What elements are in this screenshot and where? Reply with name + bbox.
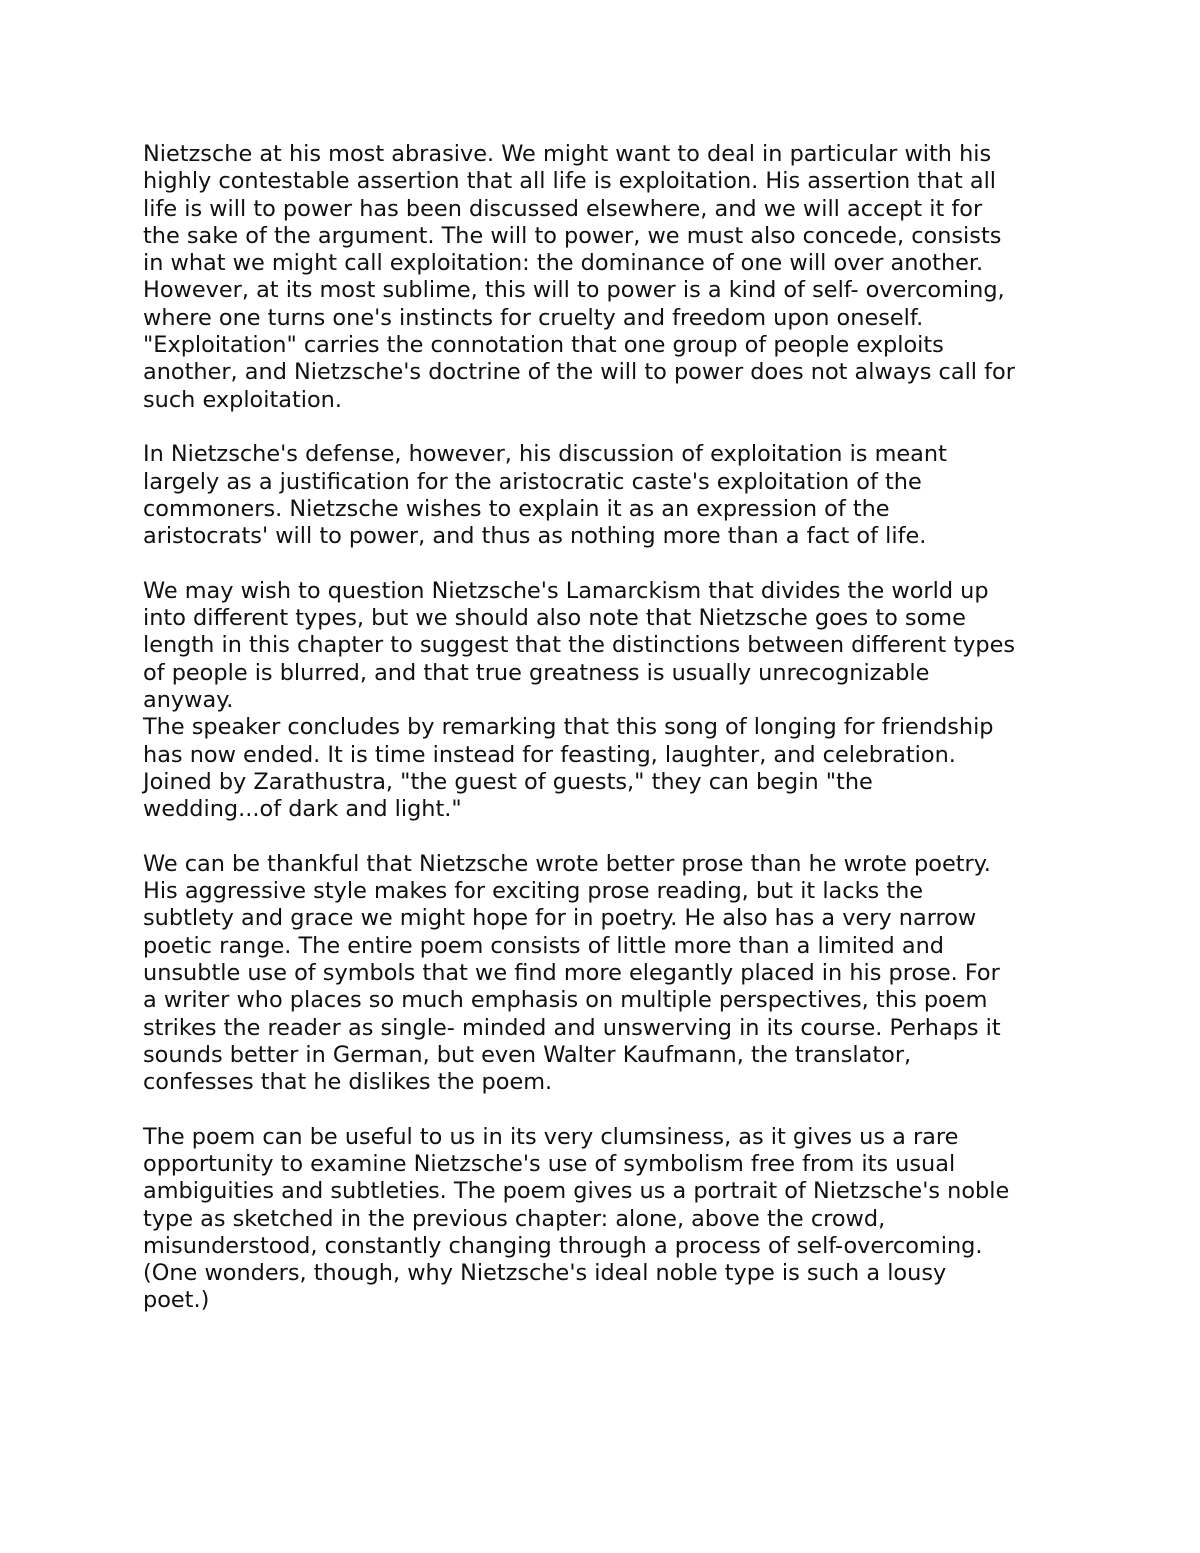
text-line: Joined by Zarathustra, "the guest of guests," they can begin "the: [143, 768, 873, 795]
paragraph-1: [143, 141, 1073, 414]
text-line: sounds better in German, but even Walter Kaufmann, the translator,: [143, 1041, 912, 1068]
text-line: life is will to power has been discussed elsewhere, and we will accept it for: [143, 195, 983, 222]
paragraph-gap: [143, 550, 1073, 577]
text-line: commoners. Nietzsche wishes to explain it as an expression of the: [143, 495, 890, 522]
text-line: anyway.: [143, 686, 234, 713]
text-line: We can be thankful that Nietzsche wrote better prose than he wrote poetry.: [143, 850, 991, 877]
paragraph-4: [143, 851, 1073, 1097]
text-line: The speaker concludes by remarking that this song of longing for friendship: [143, 714, 994, 741]
text-line: subtlety and grace we might hope for in poetry. He also has a very narrow: [143, 905, 977, 932]
text-line: In Nietzsche's defense, however, his discussion of exploitation is meant: [143, 441, 947, 468]
text-line: strikes the reader as single- minded and unswerving in its course. Perhaps it: [143, 1014, 1001, 1041]
paragraph-3: [143, 578, 1073, 824]
paragraph-2: [143, 441, 1073, 550]
text-line: "Exploitation" carries the connotation that one group of people exploits: [143, 332, 944, 359]
text-line: opportunity to examine Nietzsche's use of symbolism free from its usual: [143, 1150, 956, 1177]
paragraph-gap: [143, 823, 1073, 850]
paragraph-gap: [143, 414, 1073, 441]
text-line: in what we might call exploitation: the dominance of one will over another.: [143, 250, 984, 277]
text-line: the sake of the argument. The will to power, we must also concede, consists: [143, 222, 1002, 249]
text-line: length in this chapter to suggest that the distinctions between different types: [143, 632, 1016, 659]
text-line: aristocrats' will to power, and thus as nothing more than a fact of life.: [143, 523, 927, 550]
text-line: misunderstood, constantly changing through a process of self-overcoming.: [143, 1232, 983, 1259]
paragraph-gap: [143, 1096, 1073, 1123]
text-line: The poem can be useful to us in its very clumsiness, as it gives us a rare: [143, 1123, 959, 1150]
text-line: wedding...of dark and light.": [143, 796, 462, 823]
text-line: We may wish to question Nietzsche's Lamarckism that divides the world up: [143, 577, 989, 604]
text-line: type as sketched in the previous chapter: alone, above the crowd,: [143, 1205, 886, 1232]
text-line: Nietzsche at his most abrasive. We might want to deal in particular with his: [143, 141, 992, 167]
text-line: has now ended. It is time instead for feasting, laughter, and celebration.: [143, 741, 956, 768]
text-line: poetic range. The entire poem consists of little more than a limited and: [143, 932, 944, 959]
text-line: of people is blurred, and that true greatness is usually unrecognizable: [143, 659, 930, 686]
text-line: into different types, but we should also note that Nietzsche goes to some: [143, 605, 966, 632]
text-line: another, and Nietzsche's doctrine of the will to power does not always call for: [143, 359, 1015, 386]
text-line: ambiguities and subtleties. The poem gives us a portrait of Nietzsche's noble: [143, 1178, 1010, 1205]
paragraph-5: [143, 1124, 1073, 1315]
text-line: largely as a justification for the aristocratic caste's exploitation of the: [143, 468, 922, 495]
text-line: poet.): [143, 1287, 210, 1314]
text-line: a writer who places so much emphasis on multiple perspectives, this poem: [143, 987, 988, 1014]
text-line: such exploitation.: [143, 386, 342, 413]
text-line: highly contestable assertion that all life is exploitation. His assertion that all: [143, 168, 997, 195]
text-line: where one turns one's instincts for cruelty and freedom upon oneself.: [143, 304, 924, 331]
text-line: confesses that he dislikes the poem.: [143, 1069, 553, 1096]
text-line: (One wonders, though, why Nietzsche's ideal noble type is such a lousy: [143, 1260, 947, 1287]
text-line: His aggressive style makes for exciting prose reading, but it lacks the: [143, 878, 924, 905]
text-line: unsubtle use of symbols that we find more elegantly placed in his prose. For: [143, 959, 1000, 986]
text-line: However, at its most sublime, this will to power is a kind of self- overcoming,: [143, 277, 1005, 304]
document-body: [143, 141, 1073, 1315]
